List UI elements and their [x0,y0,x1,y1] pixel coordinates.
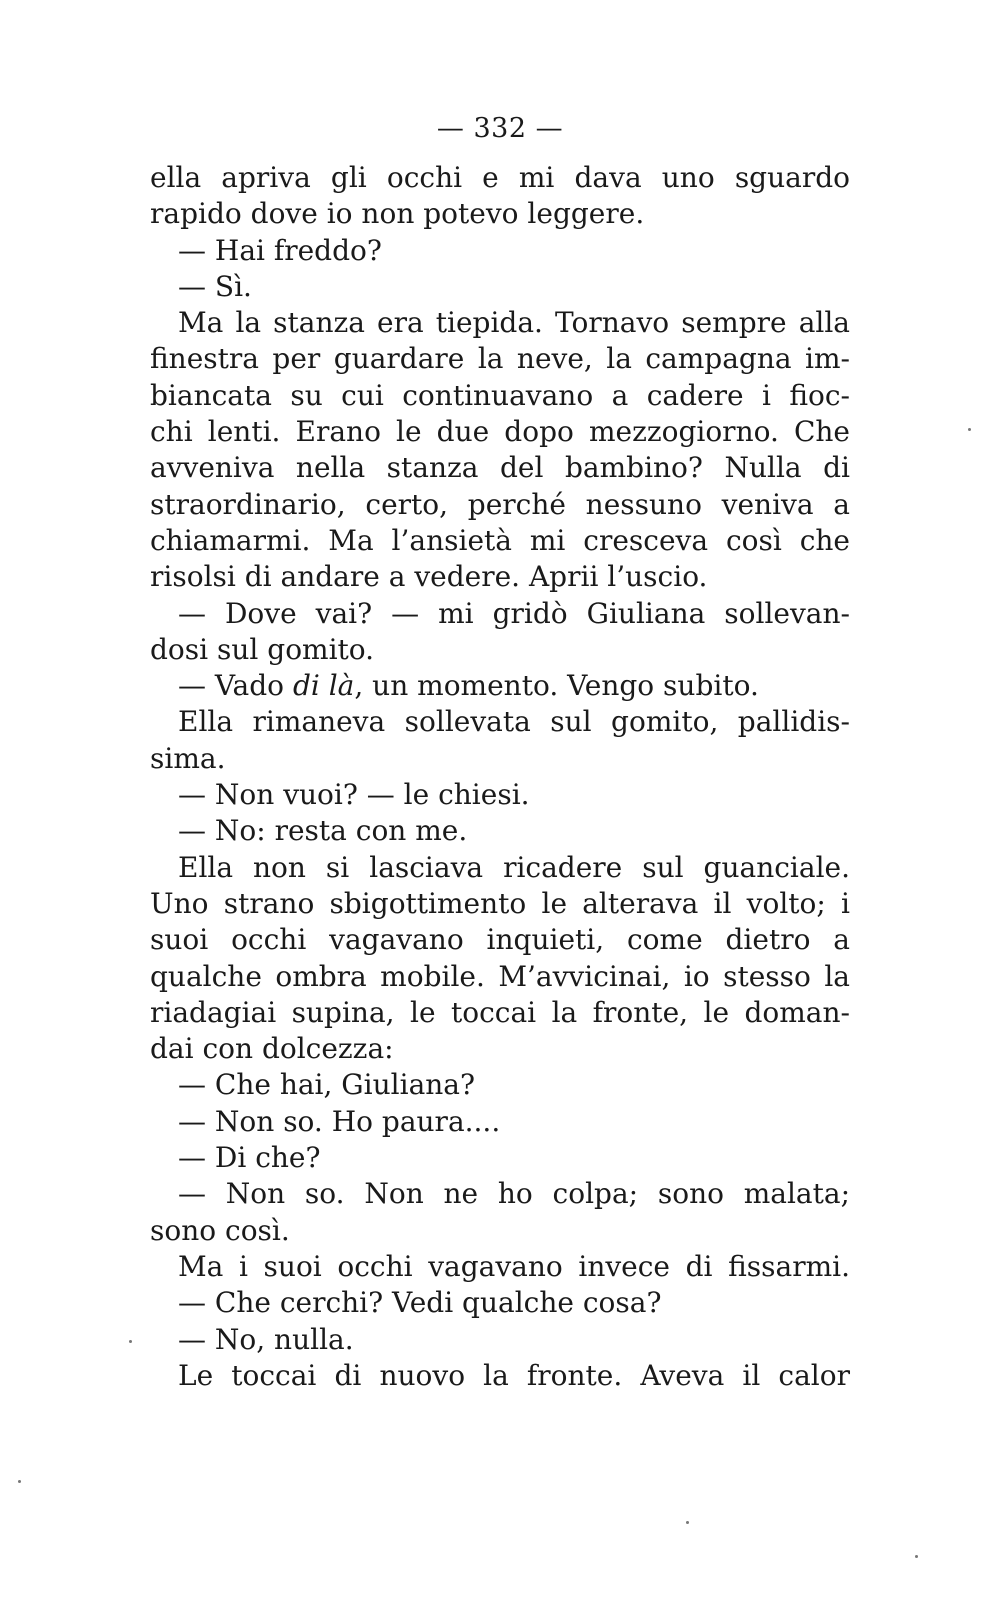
text-line [150,668,850,704]
text-line: — Non so. Non ne ho colpa; sono malata; [178,1177,850,1211]
text-line: risolsi di andare a vedere. Aprii l’uscio. [150,560,708,594]
text-line: finestra per guardare la neve, la campagna im- [150,342,850,376]
text-line: — Non so. Ho paura.... [178,1104,501,1138]
text-line: Ma i suoi occhi vagavano invece di fissarmi. [178,1249,850,1283]
text-line: Uno strano sbigottimento le alterava il volto; i [150,886,850,920]
italic-text: di là [292,669,355,703]
page-body-text [150,160,850,1394]
scan-speck [686,1521,689,1524]
text-line: avveniva nella stanza del bambino? Nulla di [150,451,850,485]
scan-speck [129,1340,132,1343]
text-fragment: , un momento. Vengo subito. [354,669,759,703]
text-line: Ella rimaneva sollevata sul gomito, pallidis- [178,705,850,739]
text-fragment: — Vado [178,669,285,703]
text-line: Le toccai di nuovo la fronte. Aveva il calor [178,1358,850,1392]
text-line: chiamarmi. Ma l’ansietà mi cresceva così che [150,523,850,557]
text-line: — Sì. [178,269,252,303]
page-number: — 332 — [436,113,564,144]
text-line: qualche ombra mobile. M’avvicinai, io stesso la [150,959,850,993]
text-line: biancata su cui continuavano a cadere i fioc- [150,378,850,412]
text-line: dosi sul gomito. [150,632,375,666]
scan-speck [968,428,971,431]
text-line: chi lenti. Erano le due dopo mezzogiorno. Che [150,415,850,449]
text-line: — No: resta con me. [178,814,468,848]
text-line: sima. [150,741,226,775]
text-line: rapido dove io non potevo leggere. [150,197,645,231]
text-line: Ma la stanza era tiepida. Tornavo sempre alla [178,306,850,340]
scan-speck [915,1555,918,1558]
text-line: — Dove vai? — mi gridò Giuliana sollevan- [178,596,850,630]
text-line: Ella non si lasciava ricadere sul guanciale. [178,850,850,884]
text-line: — Che cerchi? Vedi qualche cosa? [178,1286,662,1320]
text-line: — Non vuoi? — le chiesi. [178,778,530,812]
text-line: — Hai freddo? [178,233,382,267]
text-line: ella apriva gli occhi e mi dava uno sguardo [150,161,850,194]
text-line: straordinario, certo, perché nessuno veniva a [150,487,850,521]
scan-speck [18,1480,21,1483]
text-line: suoi occhi vagavano inquieti, come dietro a [150,923,850,957]
text-line: riadagiai supina, le toccai la fronte, le doman- [150,995,850,1029]
text-line: sono così. [150,1213,290,1247]
text-line: — Che hai, Giuliana? [178,1068,476,1102]
text-line: — No, nulla. [178,1322,354,1356]
text-line: — Di che? [178,1141,321,1175]
text-line: dai con dolcezza: [150,1032,394,1066]
